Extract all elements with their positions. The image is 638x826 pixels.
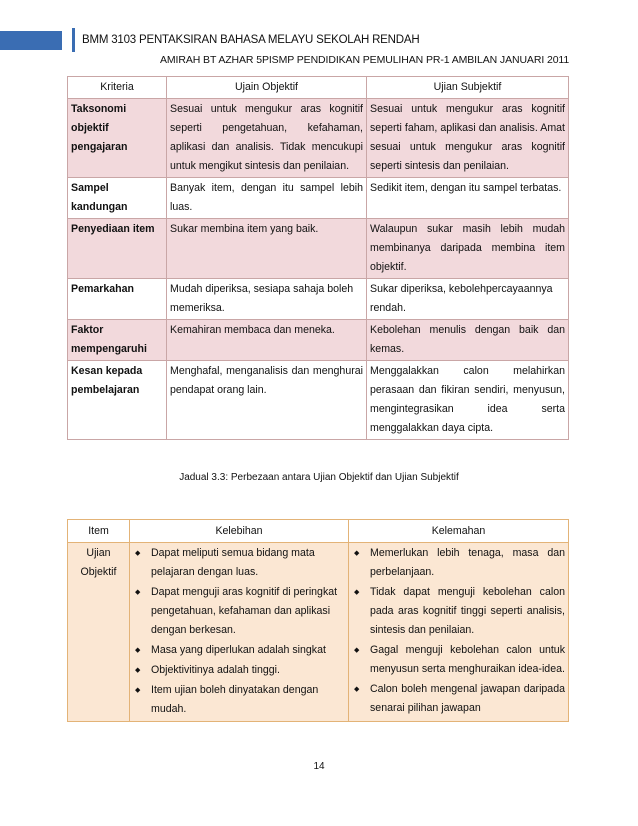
table-row (68, 361, 569, 440)
list-item: ◆ Gagal menguji kebolehan calon untuk menyusun serta menghuraikan idea-idea. (352, 641, 565, 679)
list-item: ◆ Objektivitinya adalah tinggi. (133, 661, 345, 680)
row-criterion: Taksonomi objektif pengajaran (68, 99, 167, 178)
advantages-table (67, 519, 569, 722)
table-header-row (68, 77, 569, 99)
row-objective: Kemahiran membaca dan meneka. (167, 320, 367, 361)
kelemahan-list (352, 544, 565, 718)
row-criterion: Penyediaan item (68, 219, 167, 279)
row-subjective: Menggalakkan calon melahirkan perasaan dan fikiran sendiri, menyusun, mengintegrasikan idea serta menggalakkan daya cipta. (367, 361, 569, 440)
row-objective: Sukar membina item yang baik. (167, 219, 367, 279)
row-objective: Mudah diperiksa, sesiapa sahaja boleh memeriksa. (167, 279, 367, 320)
header-accent-bar (0, 31, 62, 50)
kelemahan-cell (349, 543, 569, 722)
table-caption: Jadual 3.3: Perbezaan antara Ujian Objektif dan Ujian Subjektif (179, 472, 459, 483)
row-objective: Banyak item, dengan itu sampel lebih luas. (167, 178, 367, 219)
table-header-row (68, 520, 569, 543)
row-criterion: Faktor mempengaruhi (68, 320, 167, 361)
row-subjective: Kebolehan menulis dengan baik dan kemas. (367, 320, 569, 361)
col-header-subjektif: Ujian Subjektif (367, 77, 569, 99)
comparison-table (67, 76, 569, 440)
list-item: ◆ Calon boleh mengenal jawapan daripada senarai pilihan jawapan (352, 680, 565, 718)
header-subtitle: AMIRAH BT AZHAR 5PISMP PENDIDIKAN PEMULIHAN PR-1 AMBILAN JANUARI 2011 (160, 54, 570, 66)
header-divider (72, 28, 75, 52)
kelebihan-cell (130, 543, 349, 722)
header-title: BMM 3103 PENTAKSIRAN BAHASA MELAYU SEKOLAH RENDAH (82, 34, 420, 46)
list-item: ◆ Masa yang diperlukan adalah singkat (133, 641, 345, 660)
col-header-kelebihan: Kelebihan (130, 520, 349, 543)
page-number: 14 (313, 761, 325, 772)
table-row (68, 320, 569, 361)
list-item: ◆ Dapat meliputi semua bidang mata pelajaran dengan luas. (133, 544, 345, 582)
row-subjective: Sesuai untuk mengukur aras kognitif seperti faham, aplikasi dan analisis. Amat sesuai untuk mengukur aras kognitif seperti sintesis dan penilaian. (367, 99, 569, 178)
row-objective: Menghafal, menganalisis dan menghurai pendapat orang lain. (167, 361, 367, 440)
col-header-kriteria: Kriteria (68, 77, 167, 99)
list-item: ◆ Tidak dapat menguji kebolehan calon pada aras kognitif tinggi seperti analisis, sintesis dan penilaian. (352, 583, 565, 640)
col-header-objektif: Ujain Objektif (167, 77, 367, 99)
table-row (68, 543, 569, 722)
table-row (68, 279, 569, 320)
table-row (68, 219, 569, 279)
col-header-kelemahan: Kelemahan (349, 520, 569, 543)
row-subjective: Walaupun sukar masih lebih mudah membinanya daripada membina item objektif. (367, 219, 569, 279)
row-subjective: Sedikit item, dengan itu sampel terbatas. (367, 178, 569, 219)
row-criterion: Sampel kandungan (68, 178, 167, 219)
list-item: ◆ Memerlukan lebih tenaga, masa dan perbelanjaan. (352, 544, 565, 582)
list-item: ◆ Item ujian boleh dinyatakan dengan mudah. (133, 681, 345, 719)
row-criterion: Kesan kepada pembelajaran (68, 361, 167, 440)
row-subjective: Sukar diperiksa, kebolehpercayaannya rendah. (367, 279, 569, 320)
table-row (68, 99, 569, 178)
row-criterion: Pemarkahan (68, 279, 167, 320)
list-item: ◆ Dapat menguji aras kognitif di peringkat pengetahuan, kefahaman dan aplikasi dengan berkesan. (133, 583, 345, 640)
kelebihan-list (133, 544, 345, 719)
table-row (68, 178, 569, 219)
col-header-item: Item (68, 520, 130, 543)
item-name: Ujian Objektif (68, 543, 130, 722)
row-objective: Sesuai untuk mengukur aras kognitif seperti pengetahuan, kefahaman, aplikasi dan analisis. Tidak mencukupi untuk mengikut sintesis dan penilaian. (167, 99, 367, 178)
